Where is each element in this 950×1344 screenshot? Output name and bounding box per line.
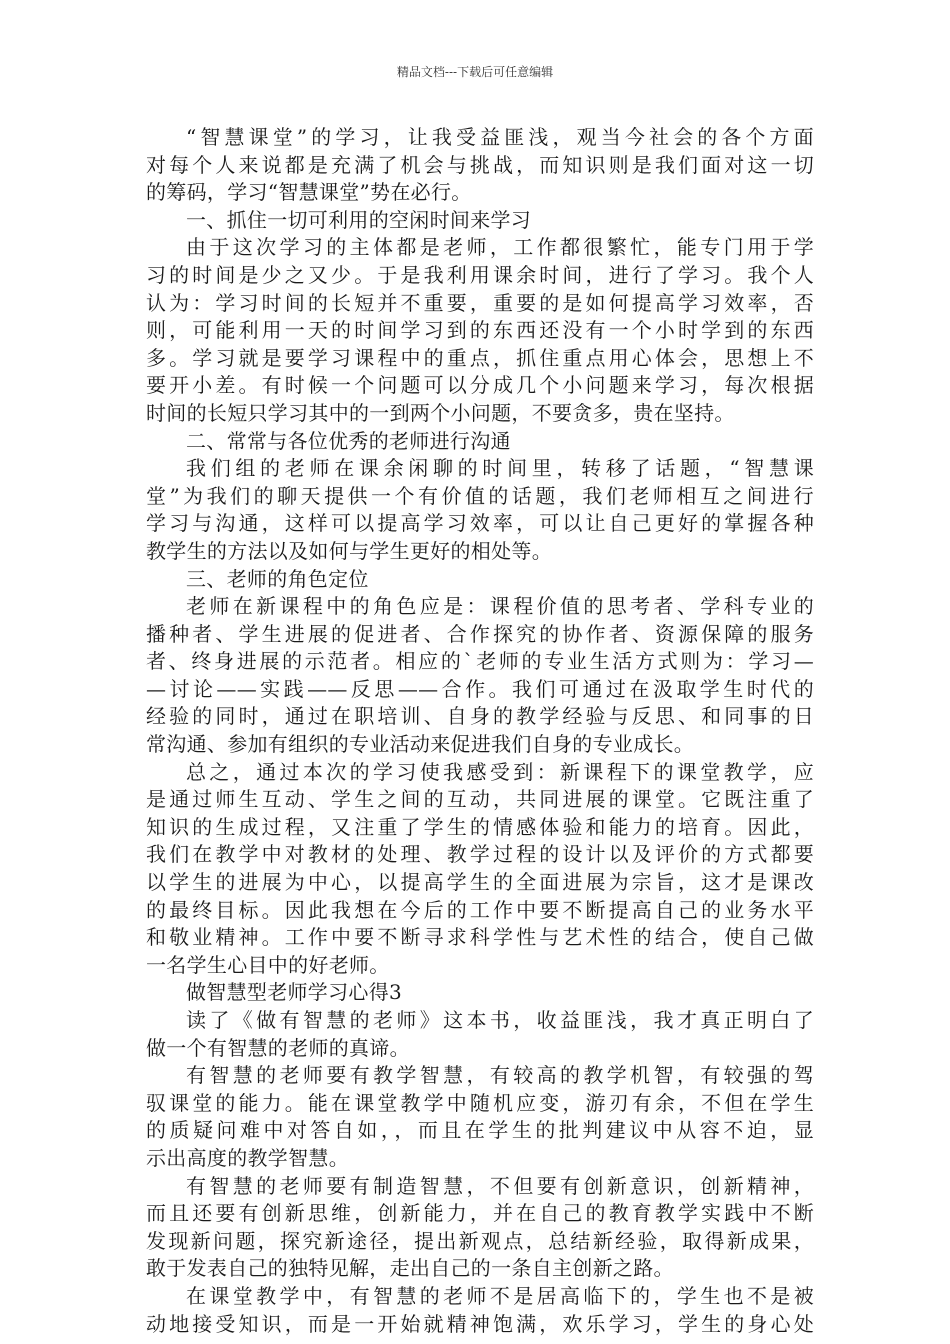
text-line: 时间的长短只学习其中的一到两个小问题，不要贪多，贵在坚持。 xyxy=(146,400,735,425)
text-line: 的最终目标。因此我想在今后的工作中要不断提高自己的业务水平 xyxy=(146,897,814,922)
text-line: 一名学生心目中的好老师。 xyxy=(146,952,390,977)
text-line: 以学生的进展为中心，以提高学生的全面进展为宗旨，这才是课改 xyxy=(146,870,814,895)
text-line: 堂”为我们的聊天提供一个有价值的话题，我们老师相互之间进行 xyxy=(146,483,814,508)
text-line: 学习与沟通，这样可以提高学习效率，可以让自己更好的掌握各种 xyxy=(146,511,814,536)
text-line: 做一个有智慧的老师的真谛。 xyxy=(146,1035,410,1060)
text-line: 则，可能利用一天的时间学习到的东西还没有一个小时学到的东西 xyxy=(146,318,814,343)
text-line: 一、抓住一切可利用的空闲时间来学习 xyxy=(186,207,532,232)
text-line: 敢于发表自己的独特见解，走出自己的一条自主创新之路。 xyxy=(146,1256,674,1281)
text-line: 多。学习就是要学习课程中的重点，抓住重点用心体会，思想上不 xyxy=(146,345,814,370)
text-line: 的质疑问难中对答自如，，而且在学生的批判建议中从容不迫，显 xyxy=(146,1118,814,1143)
text-line: 老师在新课程中的角色应是：课程价值的思考者、学科专业的 xyxy=(186,594,814,619)
text-line: 在课堂教学中，有智慧的老师不是居高临下的，学生也不是被 xyxy=(186,1283,814,1308)
text-line: 发现新问题，探究新途径，提出新观点，总结新经验，取得新成果， xyxy=(146,1228,814,1253)
text-line: 总之，通过本次的学习使我感受到：新课程下的课堂教学，应 xyxy=(186,759,814,784)
text-line: 常沟通、参加有组织的专业活动来促进我们自身的专业成长。 xyxy=(146,732,695,757)
text-line: 我们在教学中对教材的处理、教学过程的设计以及评价的方式都要 xyxy=(146,842,814,867)
text-line: 有智慧的老师要有教学智慧，有较高的教学机智，有较强的驾 xyxy=(186,1063,814,1088)
text-line: 经验的同时，通过在职培训、自身的教学经验与反思、和同事的日 xyxy=(146,704,814,729)
text-line: 有智慧的老师要有制造智慧，不但要有创新意识，创新精神， xyxy=(186,1173,814,1198)
text-line: 和敬业精神。工作中要不断寻求科学性与艺术性的结合，使自己做 xyxy=(146,925,814,950)
text-line: 要开小差。有时候一个问题可以分成几个小问题来学习，每次根据 xyxy=(146,373,814,398)
text-line: 知识的生成过程，又注重了学生的情感体验和能力的培育。因此， xyxy=(146,814,814,839)
text-line: 二、常常与各位优秀的老师进行沟通 xyxy=(186,428,511,453)
text-line: 读了《做有智慧的老师》这本书，收益匪浅，我才真正明白了 xyxy=(186,1008,814,1032)
text-line: 播种者、学生进展的促进者、合作探究的协作者、资源保障的服务 xyxy=(146,621,814,646)
text-line: 认为：学习时间的长短并不重要，重要的是如何提高学习效率，否 xyxy=(146,290,814,315)
text-line: 教学生的方法以及如何与学生更好的相处等。 xyxy=(146,538,552,563)
text-line: 对每个人来说都是充满了机会与挑战，而知识则是我们面对这一切 xyxy=(146,152,814,177)
text-line: 者、终身进展的示范者。相应的`老师的专业生活方式则为：学习— xyxy=(146,649,814,674)
text-line: 是通过师生互动、学生之间的互动，共同进展的课堂。它既注重了 xyxy=(146,787,814,812)
text-line: 示出高度的教学智慧。 xyxy=(146,1145,349,1170)
text-line: 我们组的老师在课余闲聊的时间里，转移了话题，“智慧课 xyxy=(186,456,814,481)
text-line: 而且还要有创新思维，创新能力，并在自己的教育教学实践中不断 xyxy=(146,1201,814,1226)
text-line: 由于这次学习的主体都是老师，工作都很繁忙，能专门用于学 xyxy=(186,235,814,260)
document-body xyxy=(146,124,814,1338)
text-line: 的筹码，学习“智慧课堂”势在必行。 xyxy=(146,180,472,205)
text-line: 驭课堂的能力。能在课堂教学中随机应变，游刃有余，不但在学生 xyxy=(146,1090,814,1115)
text-line: 做智慧型老师学习心得3 xyxy=(186,980,403,1005)
page-header: 精品文档---下载后可任意编辑 xyxy=(396,65,554,79)
text-line: —讨论——实践——反思——合作。我们可通过在汲取学生时代的 xyxy=(146,676,814,701)
text-line: 三、老师的角色定位 xyxy=(186,566,369,591)
text-line: “智慧课堂”的学习，让我受益匪浅，观当今社会的各个方面 xyxy=(186,125,814,149)
text-line: 习的时间是少之又少。于是我利用课余时间，进行了学习。我个人 xyxy=(146,262,814,287)
text-line: 动地接受知识，而是一开始就精神饱满，欢乐学习，学生的身心处 xyxy=(146,1311,814,1336)
